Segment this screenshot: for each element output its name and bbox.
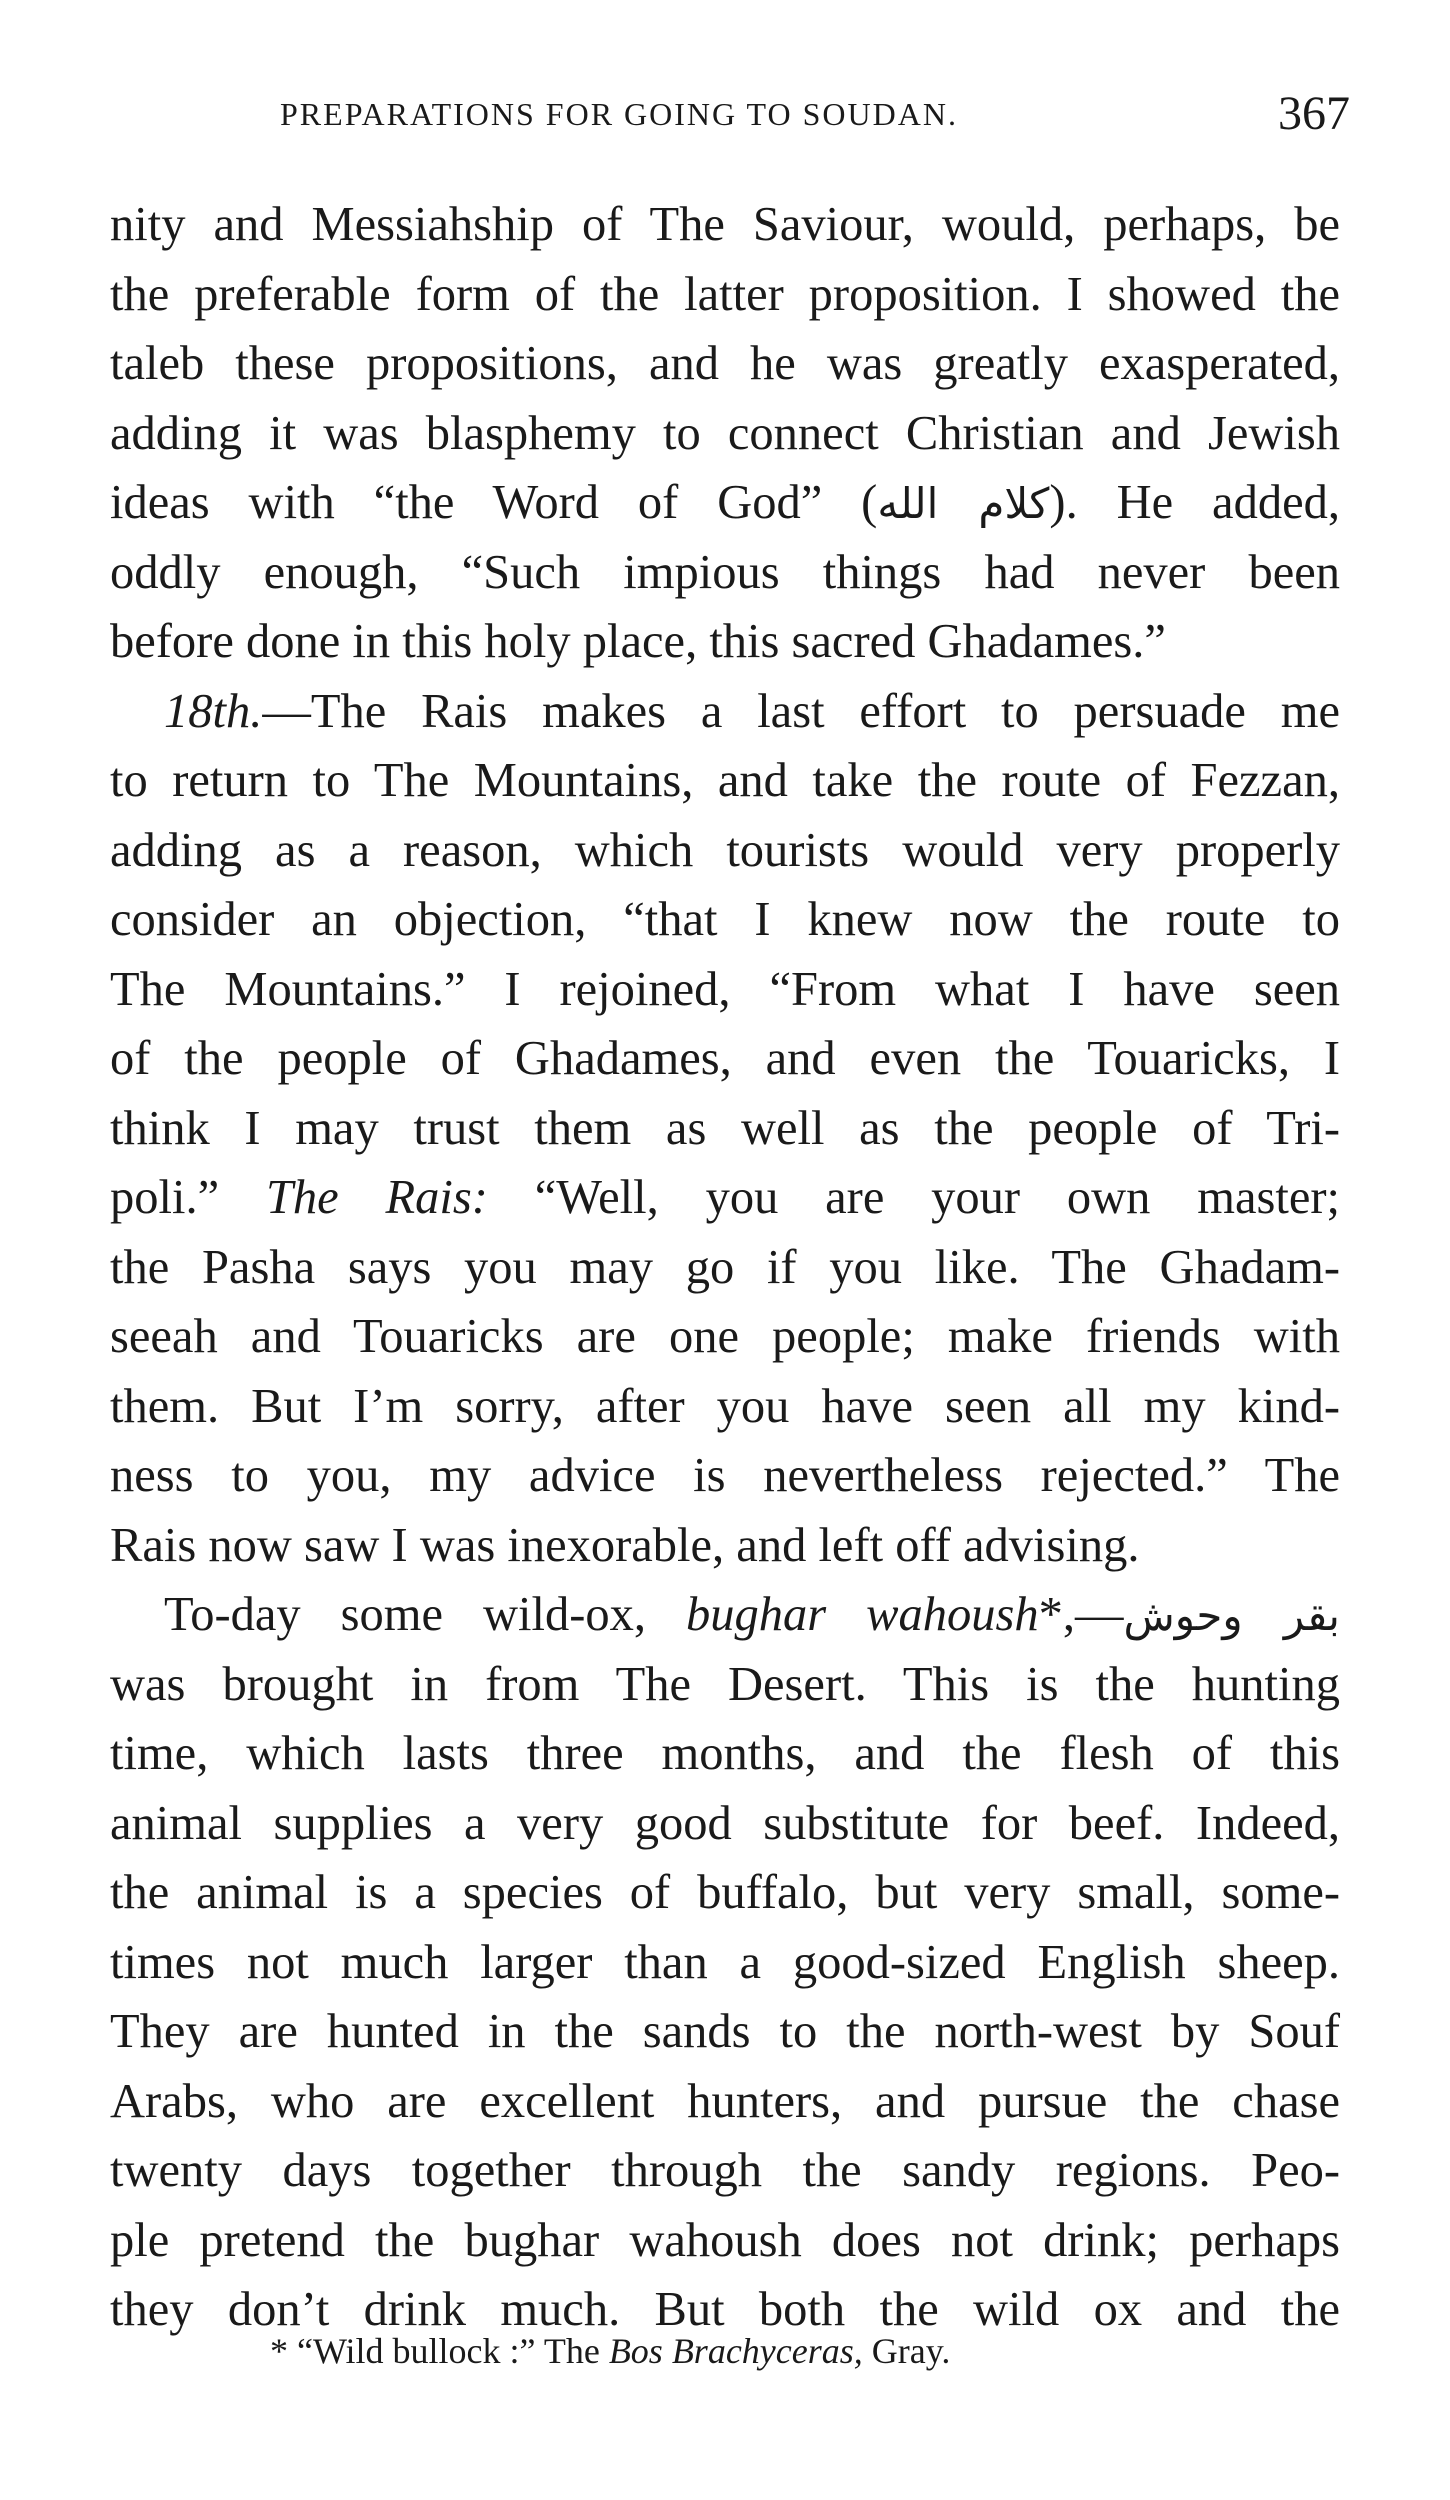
- date-label: 18th.: [164, 684, 263, 738]
- running-title: PREPARATIONS FOR GOING TO SOUDAN.: [280, 96, 958, 132]
- text-line: [110, 1580, 1340, 1650]
- text-line: adding as a reason, which tourists would very properly: [110, 823, 1340, 877]
- text-line: twenty days together through the sandy regions. Peo-: [110, 2144, 1340, 2197]
- text-line: the animal is a species of buffalo, but very small, some-: [110, 1866, 1340, 1919]
- text-line: The Mountains.” I rejoined, “From what I have seen: [110, 962, 1340, 1016]
- text-line: Arabs, who are excellent hunters, and pursue the chase: [110, 2074, 1340, 2128]
- text-line: oddly enough, “Such impious things had never been: [110, 545, 1340, 599]
- text-line: times not much larger than a good-sized English sheep.: [110, 1935, 1340, 1989]
- text-line: to return to The Mountains, and take the route of Fezzan,: [110, 754, 1340, 807]
- paragraph-3: [110, 1580, 1340, 2345]
- text-segment: To-day some wild-ox,: [164, 1588, 647, 1641]
- text-line: They are hunted in the sands to the north-west by Souf: [110, 2005, 1340, 2058]
- text-line: the Pasha says you may go if you like. The Ghadam-: [110, 1240, 1340, 1294]
- text-line: Rais now saw I was inexorable, and left off advising.: [110, 1518, 1140, 1572]
- footnote-ref: *,—: [1038, 1588, 1124, 1641]
- term-label: bughar wahoush: [686, 1588, 1039, 1641]
- text-line: think I may trust them as well as the people of Tri-: [110, 1101, 1340, 1155]
- text-line: before done in this holy place, this sacred Ghadames.”: [110, 615, 1166, 668]
- text-line: them. But I’m sorry, after you have seen all my kind-: [110, 1379, 1340, 1433]
- text-line: animal supplies a very good substitute for beef. Indeed,: [110, 1796, 1340, 1850]
- running-head: [110, 82, 1350, 142]
- body-text: [110, 190, 1340, 2345]
- footnote-author: Gray.: [871, 2331, 951, 2371]
- footnote-text: * “Wild bullock :” The: [270, 2331, 600, 2371]
- text-segment: poli.”: [110, 1171, 220, 1224]
- text-line: of the people of Ghadames, and even the Touaricks, I: [110, 1032, 1340, 1085]
- text-line: ple pretend the bughar wahoush does not drink; perhaps: [110, 2213, 1340, 2267]
- arabic-phrase: بقر وحوش: [1123, 1591, 1340, 1640]
- text-line: [110, 677, 1340, 747]
- text-line: the preferable form of the latter proposition. I showed the: [110, 267, 1340, 321]
- text-line: [110, 468, 1340, 538]
- text-segment: —The Rais makes a last effort to persuade me: [262, 684, 1340, 738]
- paragraph-1: [110, 190, 1340, 677]
- footnote: [270, 2330, 950, 2372]
- text-segment: ideas with “the Word of God” (: [110, 476, 878, 529]
- speaker-label: The Rais:: [265, 1171, 488, 1224]
- text-segment: “Well, you are your own master;: [534, 1171, 1340, 1224]
- text-segment: ). He added,: [1049, 476, 1340, 529]
- text-line: seeah and Touaricks are one people; make friends with: [110, 1310, 1340, 1363]
- text-line: taleb these propositions, and he was greatly exasperated,: [110, 337, 1340, 390]
- text-line: ness to you, my advice is nevertheless rejected.” The: [110, 1449, 1340, 1502]
- text-line: [110, 1163, 1340, 1233]
- paragraph-2: [110, 677, 1340, 1581]
- text-line: they don’t drink much. But both the wild ox and the: [110, 2283, 1340, 2336]
- page-number: 367: [1278, 87, 1350, 140]
- text-line: adding it was blasphemy to connect Christian and Jewish: [110, 406, 1340, 460]
- footnote-species: Bos Brachyceras,: [608, 2331, 863, 2371]
- text-line: consider an objection, “that I knew now the route to: [110, 893, 1340, 946]
- arabic-phrase: كلام الله: [877, 479, 1050, 528]
- text-line: nity and Messiahship of The Saviour, would, perhaps, be: [110, 198, 1340, 251]
- text-line: time, which lasts three months, and the flesh of this: [110, 1727, 1340, 1780]
- text-line: was brought in from The Desert. This is the hunting: [110, 1657, 1340, 1711]
